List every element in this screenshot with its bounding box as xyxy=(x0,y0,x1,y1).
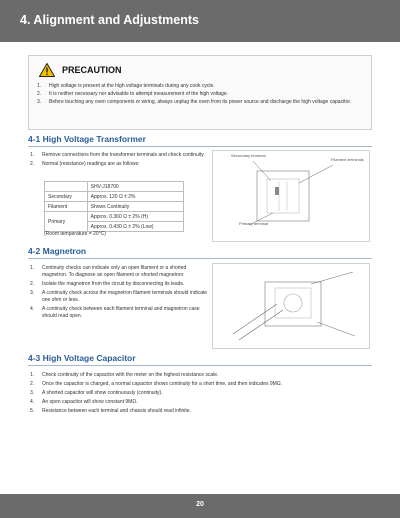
item-text: Continuity checks can indicate only an open filament or a shorted magnetron. To diagnose an open filament or shorted magnetron: xyxy=(42,265,187,278)
item-number: 3. xyxy=(30,390,35,396)
page-number: 20 xyxy=(196,501,204,508)
model-cell: SHV-J18700 xyxy=(87,182,183,192)
row-value: Approx. 0.430 Ω ± 2% (Low) xyxy=(87,222,183,232)
temperature-note: (Room temperature = 20°C) xyxy=(44,231,106,237)
page-header xyxy=(0,0,400,42)
row-value: Approx. 0.360 Ω ± 2% (H) xyxy=(87,212,183,222)
row-label: Filament xyxy=(45,202,88,212)
item-text: Isolate the magnetron from the circuit by disconnecting its leads. xyxy=(42,281,185,287)
list-item xyxy=(30,281,210,288)
table-row xyxy=(45,182,184,192)
capacitor-list xyxy=(30,372,370,417)
row-value: Shows Continuity xyxy=(87,202,183,212)
item-text: Resistance between each terminal and chassis should read infinite. xyxy=(42,408,191,414)
section-divider xyxy=(28,365,372,366)
item-number: 2. xyxy=(30,381,35,387)
list-item xyxy=(37,98,367,106)
row-value: Approx. 120 Ω ± 2% xyxy=(87,192,183,202)
item-text: Normal (resistance) readings are as follows: xyxy=(42,161,140,167)
item-text: Remove connections from the transformer terminals and check continuity. xyxy=(42,152,205,158)
precaution-title: PRECAUTION xyxy=(62,65,122,75)
item-text: Before touching any oven components or wiring, always unplug the oven from its power source and discharge the high voltage capacitor. xyxy=(49,99,352,105)
item-text: Check continuity of the capacitor with the meter on the highest resistance scale. xyxy=(42,372,219,378)
row-label: Primary xyxy=(45,212,88,232)
item-number: 1. xyxy=(30,152,35,158)
list-item xyxy=(37,90,367,98)
primary-terminal-label: Primary terminal xyxy=(239,221,269,226)
item-number: 1. xyxy=(30,372,35,378)
row-label: Secondary xyxy=(45,192,88,202)
list-item xyxy=(37,82,367,90)
section-title-magnetron: 4-2 Magnetron xyxy=(28,246,87,256)
item-text: A shorted capacitor will show continuously (continuity). xyxy=(42,390,163,396)
item-text: It is neither necessary nor advisable to attempt measurement of the high voltage. xyxy=(49,91,228,97)
list-item xyxy=(30,152,205,159)
warning-icon xyxy=(39,63,55,77)
list-item xyxy=(30,399,370,406)
item-number: 4. xyxy=(30,306,35,312)
item-text: A continuity check across the magnetron filament terminals should indicate one ohm or less. xyxy=(42,290,208,303)
magnetron-diagram-icon xyxy=(213,264,371,350)
section-divider xyxy=(28,258,372,259)
transformer-list xyxy=(30,152,205,170)
precaution-list xyxy=(37,82,367,106)
transformer-diagram-icon xyxy=(213,151,371,243)
page-footer xyxy=(0,494,400,518)
filament-terminals-label: Filament terminals xyxy=(331,157,364,162)
list-item xyxy=(30,390,370,397)
table-row xyxy=(45,192,184,202)
item-number: 2. xyxy=(30,281,35,287)
list-item xyxy=(30,290,210,304)
list-item xyxy=(30,306,210,320)
item-number: 5. xyxy=(30,408,35,414)
table-row xyxy=(45,202,184,212)
item-number: 2. xyxy=(30,161,35,167)
section-title-capacitor: 4-3 High Voltage Capacitor xyxy=(28,353,136,363)
item-text: An open capacitor will show constant 9MΩ. xyxy=(42,399,138,405)
item-text: A continuity check between each filament terminal and magnetron case should read open. xyxy=(42,306,200,319)
item-number: 4. xyxy=(30,399,35,405)
item-number: 3. xyxy=(37,99,42,105)
magnetron-list xyxy=(30,265,210,322)
item-number: 2. xyxy=(37,91,42,97)
table-cell xyxy=(45,182,88,192)
list-item xyxy=(30,381,370,388)
table-row xyxy=(45,212,184,222)
secondary-terminal-label: Secondary terminal xyxy=(231,153,266,158)
list-item xyxy=(30,408,370,415)
section-divider xyxy=(28,146,372,147)
list-item xyxy=(30,265,210,279)
precaution-box xyxy=(28,55,372,130)
item-number: 1. xyxy=(30,265,35,271)
section-title-transformer: 4-1 High Voltage Transformer xyxy=(28,134,146,144)
magnetron-figure xyxy=(212,263,370,349)
item-number: 3. xyxy=(30,290,35,296)
page-title: 4. Alignment and Adjustments xyxy=(20,13,199,27)
resistance-table xyxy=(44,181,184,232)
list-item xyxy=(30,372,370,379)
transformer-figure xyxy=(212,150,370,242)
item-text: Once the capacitor is charged, a normal capacitor shows continuity for a short time, and then indicates 9MΩ. xyxy=(42,381,282,387)
item-number: 1. xyxy=(37,83,42,89)
item-text: High voltage is present at the high voltage terminals during any cook cycle. xyxy=(49,83,215,89)
list-item xyxy=(30,161,205,168)
